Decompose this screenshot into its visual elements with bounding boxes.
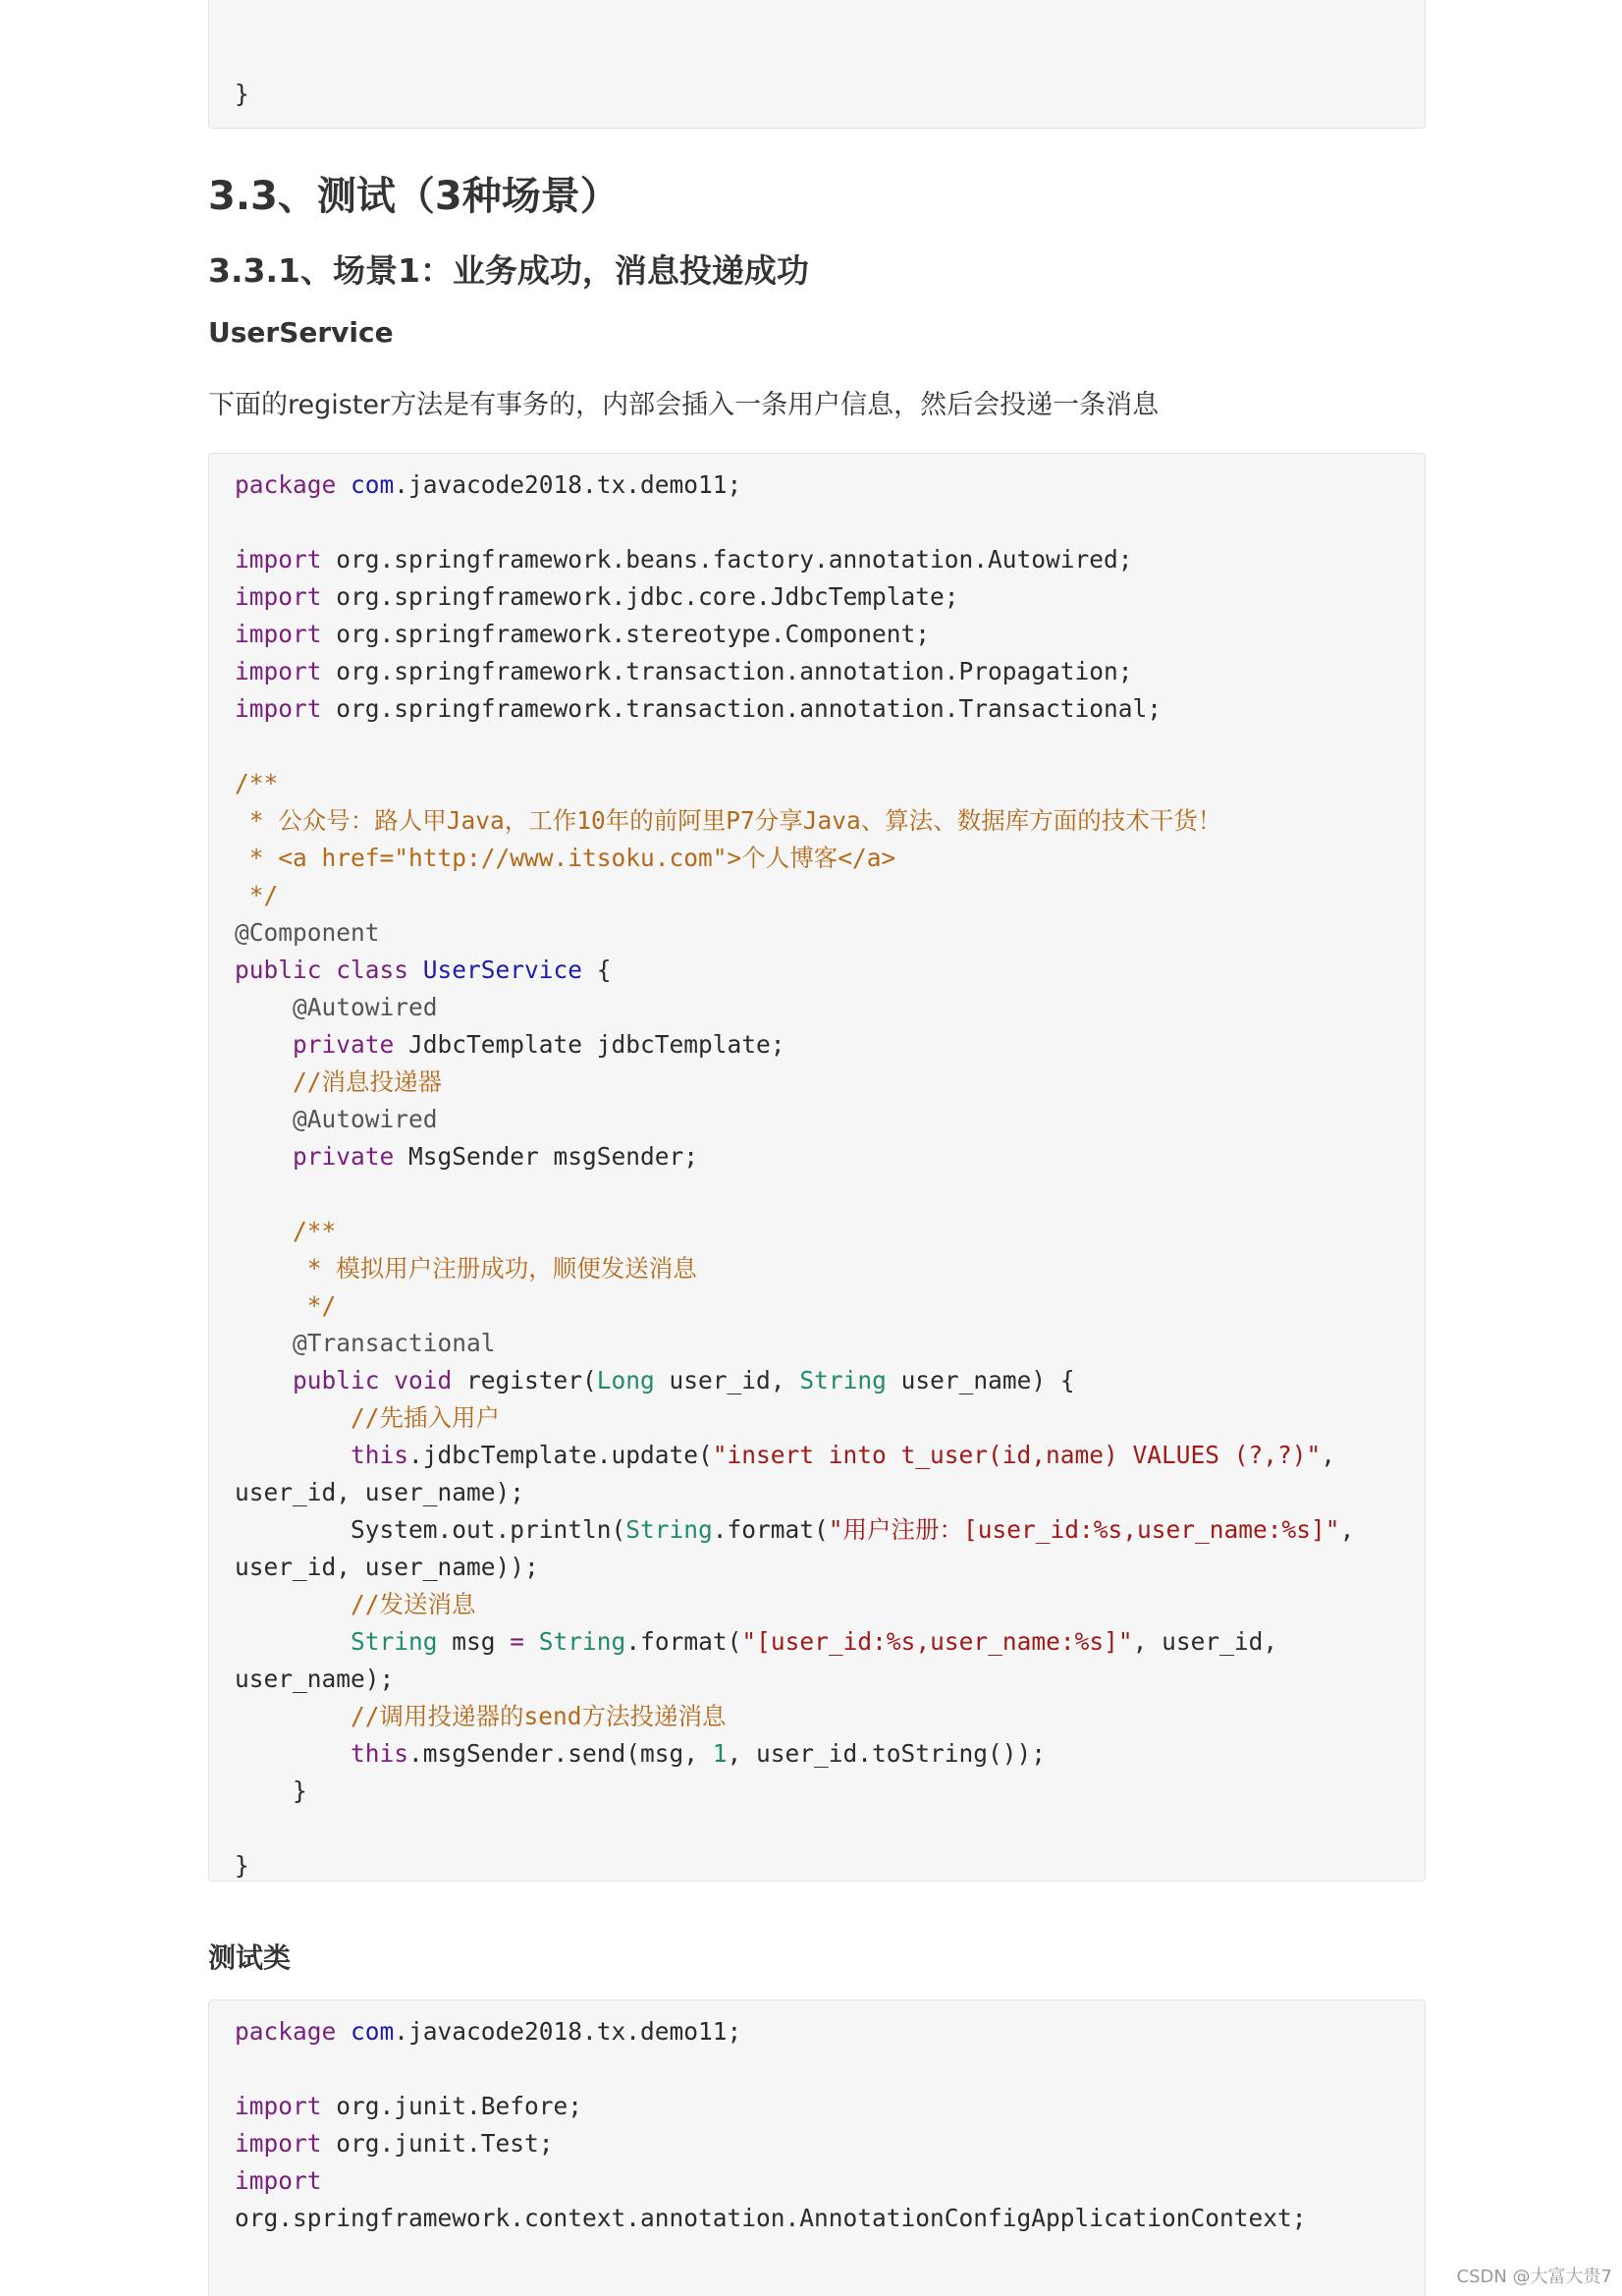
section-heading-3-3: 3.3、测试（3种场景） [208,174,620,219]
code-comment: /** [235,769,279,797]
code-block-test [208,1999,1426,2296]
code-line: import org.springframework.stereotype.Component; [235,620,931,648]
code-line: import org.springframework.beans.factory.annotation.Autowired; [235,545,1133,574]
code-line: import [235,2166,322,2195]
csdn-watermark: CSDN @大富大贵7 [1456,2267,1612,2287]
code-block-top [208,0,1426,129]
code-comment: //先插入用户 [235,1403,501,1432]
code-comment: /** [235,1217,337,1245]
code-line: org.springframework.context.annotation.AnnotationConfigApplicationContext; [235,2204,1307,2232]
section-heading-3-3-1: 3.3.1、场景1：业务成功，消息投递成功 [208,251,809,290]
userservice-label: UserService [208,316,394,349]
code-line: user_id, user_name); [235,1478,525,1506]
code-annotation: @Component [235,918,380,947]
test-class-label: 测试类 [208,1941,292,1974]
code-comment: * <a href="http://www.itsoku.com">个人博客</a> [235,844,896,872]
code-comment: //消息投递器 [235,1067,443,1096]
code-comment: //发送消息 [235,1590,476,1618]
code-line: package com.javacode2018.tx.demo11; [235,2017,742,2046]
code-line: private MsgSender msgSender; [235,1142,699,1171]
code-line: System.out.println(String.format("用户注册：[user_id:%s,user_name:%s]", [235,1515,1355,1544]
code-line: package com.javacode2018.tx.demo11; [235,470,742,499]
code-line: import org.springframework.transaction.annotation.Propagation; [235,657,1133,685]
code-line: user_name); [235,1665,395,1693]
code-line: import org.springframework.transaction.annotation.Transactional; [235,694,1162,723]
code-comment: //调用投递器的send方法投递消息 [235,1702,727,1730]
code-line: user_id, user_name)); [235,1553,539,1581]
code-line: public class UserService { [235,956,612,984]
code-line: } [235,1851,249,1880]
code-line: import org.junit.Before; [235,2092,583,2120]
code-comment: */ [235,1291,337,1320]
intro-paragraph: 下面的register方法是有事务的，内部会插入一条用户信息，然后会投递一条消息 [208,390,1160,420]
code-annotation: @Transactional [235,1329,496,1357]
code-line: import org.springframework.jdbc.core.JdbcTemplate; [235,582,959,611]
code-line: import org.junit.Test; [235,2129,554,2158]
code-line: private JdbcTemplate jdbcTemplate; [235,1030,785,1059]
code-line: } [235,1777,307,1805]
code-line: String msg = String.format("[user_id:%s,user_name:%s]", user_id, [235,1627,1278,1656]
code-line: public void register(Long user_id, String user_name) { [235,1366,1075,1394]
code-comment: */ [235,881,279,909]
code-comment: * 公众号：路人甲Java，工作10年的前阿里P7分享Java、算法、数据库方面的技术干货！ [235,806,1222,835]
code-line: } [235,80,249,108]
code-annotation: @Autowired [235,1105,438,1133]
code-annotation: @Autowired [235,993,438,1021]
code-block-userservice [208,453,1426,1882]
code-line: this.msgSender.send(msg, 1, user_id.toString()); [235,1739,1047,1768]
code-comment: * 模拟用户注册成功，顺便发送消息 [235,1254,697,1283]
code-line: this.jdbcTemplate.update("insert into t_user(id,name) VALUES (?,?)", [235,1441,1336,1469]
